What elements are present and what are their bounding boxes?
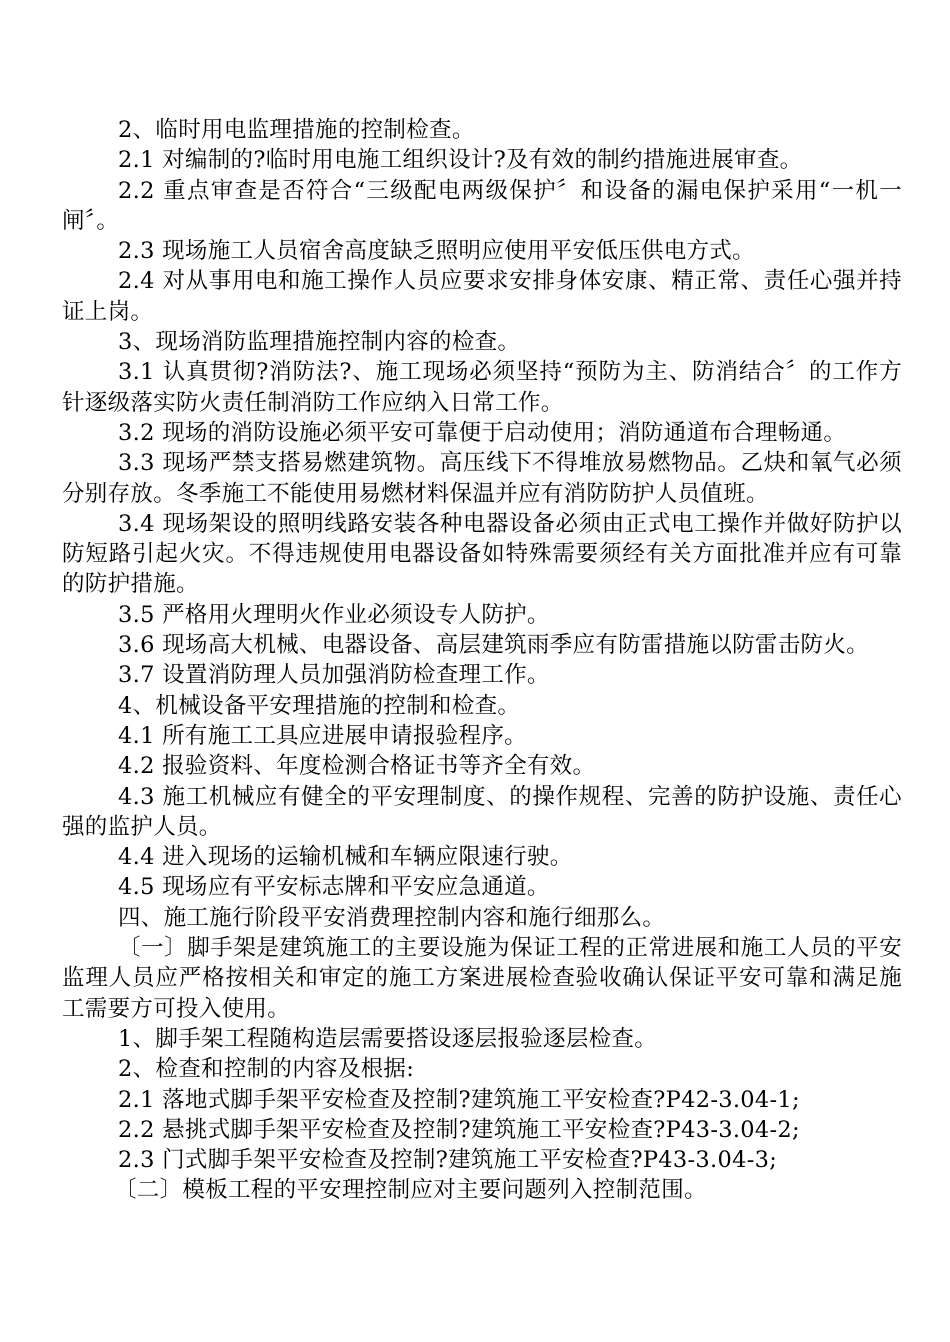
paragraph: 3.3 现场严禁支搭易燃建筑物。高压线下不得堆放易燃物品。乙炔和氧气必须分别存放。冬季施工不能使用易燃材料保温并应有消防防护人员值班。: [62, 450, 902, 507]
paragraph: 〔二〕模板工程的平安理控制应对主要问题列入控制范围。: [114, 1177, 707, 1204]
paragraph: 2.2 重点审查是否符合“三级配电两级保护〞和设备的漏电保护采用“一机一闸〞。: [62, 177, 902, 234]
paragraph: 2.1 对编制的?临时用电施工组织设计?及有效的制约措施进展审查。: [118, 147, 803, 174]
paragraph: 3.2 现场的消防设施必须平安可靠便于启动使用；消防通道布合理畅通。: [118, 419, 847, 446]
paragraph: 2.3 现场施工人员宿舍高度缺乏照明应使用平安低压供电方式。: [118, 238, 755, 265]
paragraph: 4.3 施工机械应有健全的平安理制度、的操作规程、完善的防护设施、责任心强的监护人员。: [62, 783, 902, 840]
paragraph: 3.4 现场架设的照明线路安装各种电器设备必须由正式电工操作并做好防护以防短路引起火灾。不得违规使用电器设备如特殊需要须经有关方面批准并应有可靠的防护措施。: [62, 510, 902, 598]
paragraph: 四、施工施行阶段平安消费理控制内容和施行细那么。: [118, 904, 666, 931]
paragraph: 2、临时用电监理措施的控制检查。: [118, 117, 475, 143]
paragraph: 4.2 报验资料、年度检测合格证书等齐全有效。: [118, 753, 596, 780]
paragraph: 3、现场消防监理措施控制内容的检查。: [118, 329, 521, 356]
paragraph: 4.4 进入现场的运输机械和车辆应限速行驶。: [118, 844, 573, 871]
paragraph: 2.3 门式脚手架平安检查及控制?建筑施工平安检查?P43-3.04-3;: [118, 1147, 778, 1174]
paragraph: 3.7 设置消防理人员加强消防检查理工作。: [118, 662, 550, 689]
paragraph: 3.1 认真贯彻?消防法?、施工现场必须坚持“预防为主、防消结合〞的工作方针逐级落实防火责任制消防工作应纳入日常工作。: [62, 359, 902, 416]
paragraph: 3.6 现场高大机械、电器设备、高层建筑雨季应有防雷措施以防雷击防火。: [118, 632, 869, 659]
paragraph: 〔一〕脚手架是建筑施工的主要设施为保证工程的正常进展和施工人员的平安监理人员应严格按相关和审定的施工方案进展检查验收确认保证平安可靠和满足施工需要方可投入使用。: [62, 935, 902, 1022]
paragraph: 4.5 现场应有平安标志牌和平安应急通道。: [118, 874, 550, 901]
document-body: [62, 115, 902, 1206]
paragraph: 4.1 所有施工工具应进展申请报验程序。: [118, 722, 527, 749]
paragraph: 3.5 严格用火理明火作业必须设专人防护。: [118, 601, 550, 628]
paragraph: 2.2 悬挑式脚手架平安检查及控制?建筑施工平安检查?P43-3.04-2;: [118, 1116, 800, 1143]
paragraph: 2.1 落地式脚手架平安检查及控制?建筑施工平安检查?P42-3.04-1;: [118, 1086, 800, 1113]
paragraph: 1、脚手架工程随构造层需要搭设逐层报验逐层检查。: [118, 1025, 658, 1052]
paragraph: 4、机械设备平安理措施的控制和检查。: [118, 692, 521, 719]
paragraph: 2.4 对从事用电和施工操作人员应要求安排身体安康、精正常、责任心强并持证上岗。: [62, 268, 902, 325]
paragraph: 2、检查和控制的内容及根据:: [118, 1056, 415, 1083]
